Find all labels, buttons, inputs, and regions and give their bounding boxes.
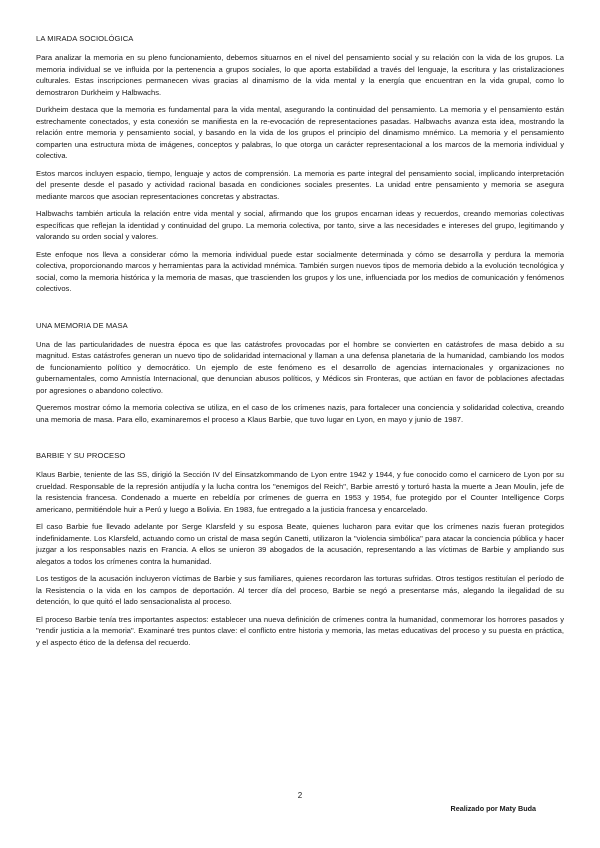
section-heading: BARBIE Y SU PROCESO — [36, 451, 126, 460]
section-mirada-sociologica — [36, 34, 564, 295]
section-spacer — [36, 301, 564, 321]
paragraph: Klaus Barbie, teniente de las SS, dirigió la Sección IV del Einsatzkommando de Lyon entre 1942 y 1944, y fue conocido como el carnicero de Lyon por su crueldad. Responsable de la represión antijudía y la lucha contra los "enemigos del Reich", Barbie arrestó y torturó hasta la muerte a Jean Moulin, jefe de la resistencia francesa. Condenado a muerte en rebeldía por crímenes de guerra en 1953 y 1954, fue protegido por el Counter Intelligence Corps americano, permitiéndole huir a Perú y luego a Bolivia. En 1983, fue entregado a la justicia francesa y encarcelado. — [36, 470, 564, 514]
paragraph: Estos marcos incluyen espacio, tiempo, lenguaje y actos de comprensión. La memoria es parte integral del pensamiento social, implicando interpretación del presente desde el pasado y actividad racional basada en condiciones sociales presentes. La unidad entre pensamiento y memoria se asegura mediante marcos que asocian representaciones concretas y abstractas. — [36, 168, 564, 201]
section-heading: LA MIRADA SOCIOLÓGICA — [36, 34, 134, 43]
paragraph: Una de las particularidades de nuestra época es que las catástrofes provocadas por el hombre se convierten en catástrofes de masa debido a su magnitud. Estas catástrofes generan un nuevo tipo de solidaridad internacional y llaman a una defensa planetaria de la humanidad, cambiando los modos de funcionamiento político y democrático. Un ejemplo de este fenómeno es el desarrollo de agencias internacionales y organizaciones no gubernamentales, como Amnistía Internacional, que denuncian abusos políticos, y Médicos sin Fronteras, que actúan en favor de poblaciones afectadas por agresiones o abandono colectivo. — [36, 339, 564, 395]
section-spacer — [36, 431, 564, 451]
paragraph: Este enfoque nos lleva a considerar cómo la memoria individual puede estar socialmente determinada y cómo se desarrolla y perdura la memoria colectiva, proporcionando marcos y herramientas para la actividad mnémica. También surgen nuevos tipos de memoria debido a la evolución tecnológica y social, como la memoria histórica y la memoria de masas, que trascienden los grupos y los une, influenciada por los medios de comunicación y fenómenos colectivos. — [36, 249, 564, 293]
paragraph: El proceso Barbie tenía tres importantes aspectos: establecer una nueva definición de crímenes contra la humanidad, conmemorar los horrores pasados y "rendir justicia a la memoria". Examinaré tres puntos clave: el conflicto entre historia y memoria, las metas educativas del proceso y su puesta en práctica, y el aspecto ético de la defensa del recuerdo. — [36, 614, 564, 647]
paragraph: Halbwachs también articula la relación entre vida mental y social, afirmando que los grupos encarnan ideas y recuerdos, creando memorias colectivas específicas que reflejan la identidad y continuidad del grupo. La memoria colectiva, por tanto, sirve a las necesidades e intereses del grupo, legitimando y valorando su orden social y valores. — [36, 209, 564, 241]
paragraph: Queremos mostrar cómo la memoria colectiva se utiliza, en el caso de los crímenes nazis, para fortalecer una conciencia y solidaridad colectiva, creando una memoria de masa. Para ello, examinaremos el proceso a Klaus Barbie, que tuvo lugar en Lyon, en mayo y junio de 1987. — [36, 403, 564, 424]
paragraph: Los testigos de la acusación incluyeron víctimas de Barbie y sus familiares, quienes recordaron las torturas sufridas. Otros testigos restituían el período de la Resistencia o la vida en los campos de deportación. Al tercer día del proceso, Barbie se negó a presentarse más, alegando la ilegalidad de su detención, lo que quitó el lado sensacionalista al proceso. — [36, 574, 564, 606]
paragraph: Para analizar la memoria en su pleno funcionamiento, debemos situarnos en el nivel del pensamiento social y su relación con la vida de los grupos. La memoria individual se ve influida por la pertenencia a grupos sociales, lo que aporta estabilidad a través del lenguaje, la escritura y las cristalizaciones culturales. Estas inscripciones permanecen vivas gracias al dinamismo de la vida mental y la energía que encuentran en la vida grupal, como lo demostraron Durkheim y Halbwachs. — [36, 53, 564, 97]
document-body — [36, 34, 564, 654]
paragraph: Durkheim destaca que la memoria es fundamental para la vida mental, asegurando la continuidad del pensamiento. La memoria y el pensamiento están estrechamente conectados, y esta conexión se manifiesta en la re-evocación de representaciones pasadas. Halbwachs avanza esta idea, mostrando la relación entre memoria y pensamiento social, y basando en la vida de los grupos el principio del dinamismo mnémico. La memoria y el pensamiento comparten una estructura mixta de imágenes, conceptos y palabras, lo que otorga un carácter representacional a los marcos de la memoria individual y colectiva. — [36, 105, 564, 160]
page-number: 2 — [297, 791, 303, 800]
section-barbie-proceso — [36, 451, 564, 648]
section-memoria-de-masa — [36, 321, 564, 426]
paragraph: El caso Barbie fue llevado adelante por Serge Klarsfeld y su esposa Beate, quienes lucharon para evitar que los crímenes nazis fueran protegidos indefinidamente. Los Klarsfeld, actuando como un cristal de masa según Canetti, utilizaron la "violencia simbólica" para atacar la conciencia pública y hacer juzgar a los responsables nazis en Francia. A ellos se unieron 39 abogados de la acusación, representando a las víctimas de Barbie y ampliando sus alegatos a todos los crímenes contra la humanidad. — [36, 522, 564, 566]
section-heading: UNA MEMORIA DE MASA — [36, 320, 128, 330]
author-credit: Realizado por Maty Buda — [450, 804, 536, 813]
